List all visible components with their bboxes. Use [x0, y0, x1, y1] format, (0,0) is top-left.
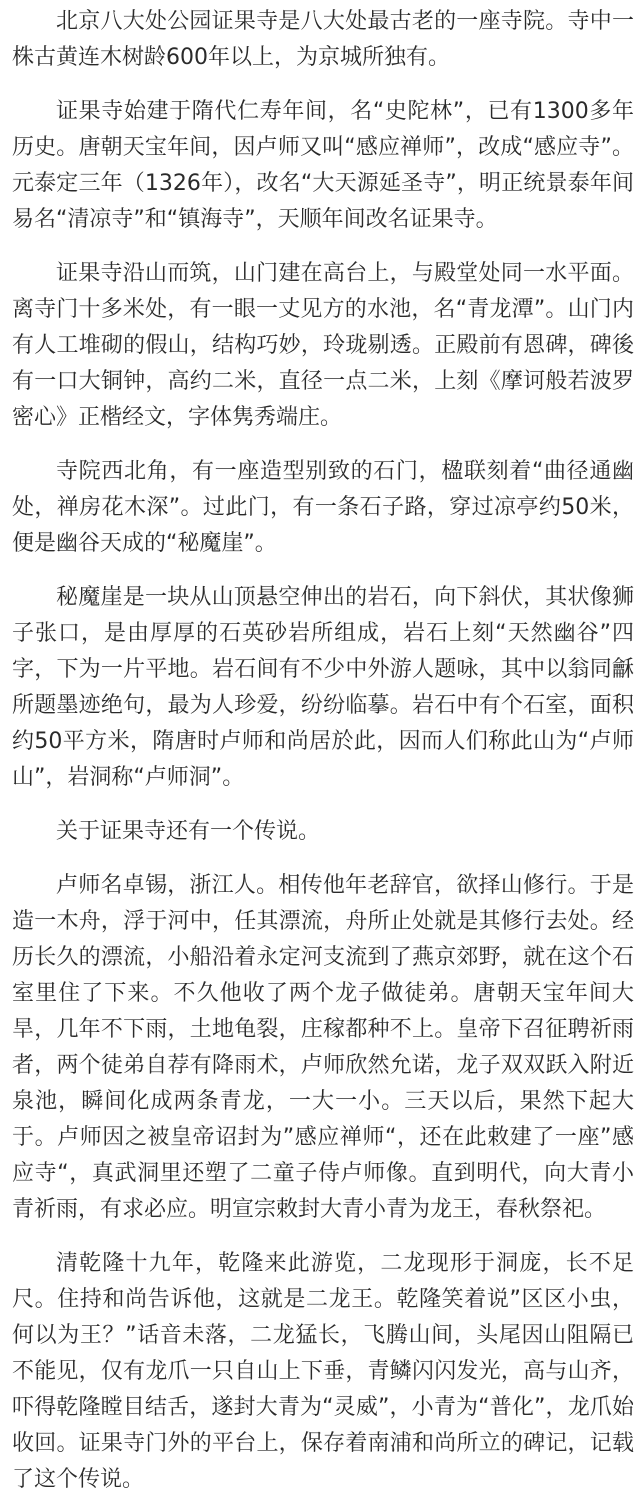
paragraph-lushi-legend: 卢师名卓锡，浙江人。相传他年老辞官，欲择山修行。于是造一木舟，浮于河中，任其漂流，舟所止处就是其修行去处。经历长久的漂流，小船沿着永定河支流到了燕京郊野，就在这个石室里住了下来。不久他收了两个龙子做徒弟。唐朝天宝年间大旱，几年不下雨，土地龟裂，庄稼都种不上。皇帝下召征聘祈雨者，两个徒弟自荐有降雨术，卢师欣然允诺，龙子双双跃入附近泉池，瞬间化成两条青龙，一大一小。三天以后，果然下起大于。卢师因之被皇帝诏封为”感应禅师“，还在此敕建了一座”感应寺“，真武洞里还塑了二童子侍卢师像。直到明代，向大青小青祈雨，有求必应。明宣宗敕封大青小青为龙王，春秋祭祀。	[12, 873, 634, 1222]
paragraph-layout: 证果寺沿山而筑，山门建在高台上，与殿堂处同一水平面。离寺门十多米处，有一眼一丈见方的水池，名“青龙潭”。山门内有人工堆砌的假山，结构巧妙，玲珑剔透。正殿前有恩碑，碑後有一口大铜钟，高约二米，直径一点二米，上刻《摩诃般若波罗密心》正楷经文，字体隽秀端庄。	[12, 261, 634, 430]
paragraph-qianlong-legend: 清乾隆十九年，乾隆来此游览，二龙现形于洞庞，长不足尺。住持和尚告诉他，这就是二龙王。乾隆笑着说”区区小虫，何以为王？”话音未落，二龙猛长，飞腾山间，头尾因山阻隔已不能见，仅有龙爪一只自山上下垂，青鳞闪闪发光，高与山齐，吓得乾隆瞠目结舌，遂封大青为“灵威”，小青为“普化”，龙爪始收回。证果寺门外的平台上，保存着南浦和尚所立的碑记，记载了这个传说。	[12, 1251, 634, 1492]
paragraph-legend-intro: 关于证果寺还有一个传说。	[56, 819, 321, 844]
paragraph-stone-gate: 寺院西北角，有一座造型别致的石门，楹联刻着“曲径通幽处，禅房花木深”。过此门，有一条石子路，穿过凉亭约50米，便是幽谷天成的“秘魔崖”。	[12, 459, 634, 556]
paragraph-history: 证果寺始建于隋代仁寿年间，名“史陀林”，已有1300多年历史。唐朝天宝年间，因卢师又叫“感应禅师”，改成“感应寺”。元泰定三年（1326年），改名“大天源延圣寺”，明正统景泰年间易名“清凉寺”和“镇海寺”，天顺年间改名证果寺。	[12, 99, 634, 232]
paragraph-intro: 北京八大处公园证果寺是八大处最古老的一座寺院。寺中一株古黄连木树龄600年以上，为京城所独有。	[12, 9, 634, 70]
article-body	[12, 4, 634, 1498]
paragraph-mimo-cliff: 秘魔崖是一块从山顶悬空伸出的岩石，向下斜伏，其状像狮子张口，是由厚厚的石英砂岩所组成，岩石上刻“天然幽谷”四字，下为一片平地。岩石间有不少中外游人题咏，其中以翁同龢所题墨迹绝句，最为人珍爱，纷纷临摹。岩石中有个石室，面积约50平方米，隋唐时卢师和尚居於此，因而人们称此山为“卢师山”，岩洞称“卢师洞”。	[12, 585, 635, 790]
